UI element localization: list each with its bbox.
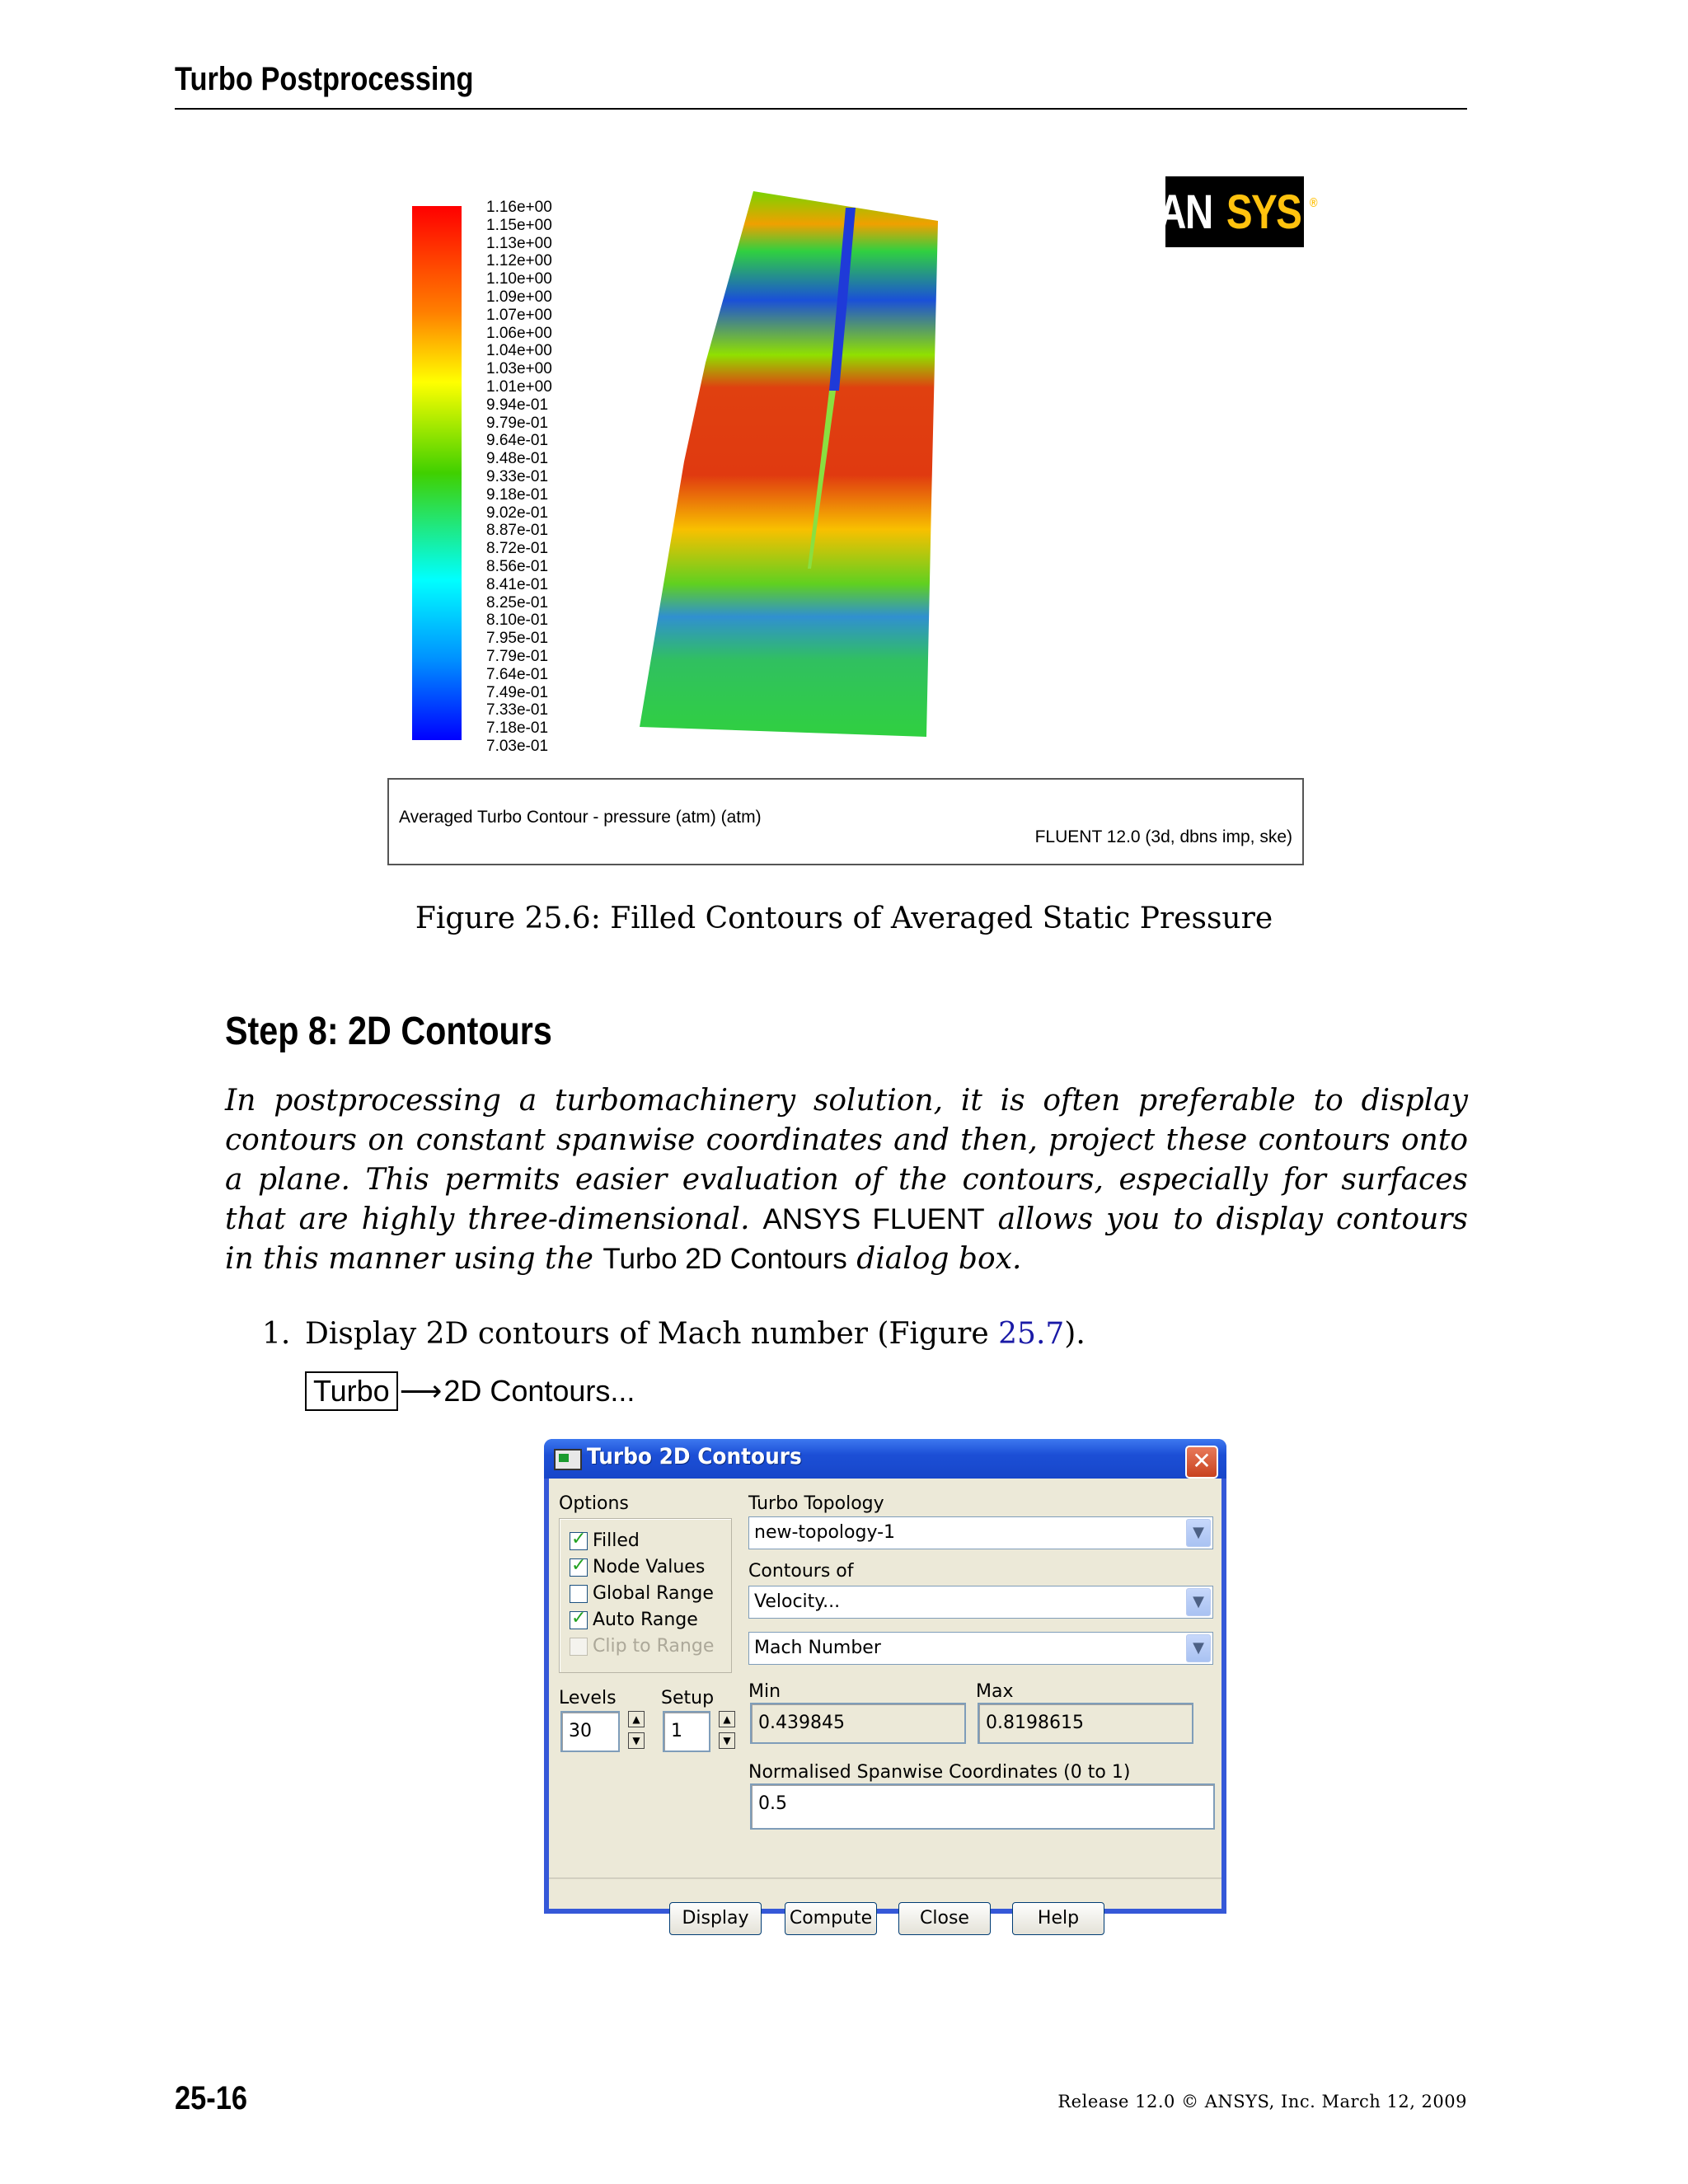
legend-tick-label: 7.64e-01 bbox=[486, 665, 549, 683]
legend-tick-label: 7.49e-01 bbox=[486, 683, 549, 701]
legend-tick-label: 8.10e-01 bbox=[486, 612, 549, 630]
legend-tick-label: 1.06e+00 bbox=[486, 324, 552, 342]
spanwise-input[interactable]: 0.5 bbox=[750, 1783, 1215, 1830]
spin-up-icon[interactable]: ▲ bbox=[719, 1711, 735, 1727]
intro-paragraph: In postprocessing a turbomachinery solution, it is often preferable to display contours on constant spanwise coordinates and then, project these contours onto a plane. This permits easier evaluation of the contours, especially for surfaces that are highly three-dimensional. ANSYS FLUENT allows you to display contours in this manner using the Turbo 2D Contours dialog box. bbox=[225, 1084, 1468, 1276]
checkbox-filled[interactable] bbox=[570, 1532, 588, 1550]
checkbox-auto-range[interactable] bbox=[570, 1611, 588, 1629]
pressure-contour-figure bbox=[387, 173, 1316, 865]
legend-tick-label: 8.72e-01 bbox=[486, 540, 549, 558]
legend-tick-label: 1.09e+00 bbox=[486, 288, 552, 306]
dialog-body bbox=[549, 1479, 1221, 1929]
spin-down-icon[interactable]: ▼ bbox=[628, 1732, 645, 1749]
legend-tick-label: 7.33e-01 bbox=[486, 701, 549, 719]
contours-category-select[interactable]: Velocity... ▼ bbox=[748, 1586, 1213, 1619]
compute-button[interactable]: Compute bbox=[785, 1902, 877, 1935]
legend-tick-label: 9.18e-01 bbox=[486, 485, 549, 504]
legend-tick-label: 1.01e+00 bbox=[486, 378, 552, 396]
dialog-titlebar[interactable] bbox=[544, 1439, 1226, 1479]
button-separator bbox=[549, 1877, 1221, 1879]
solver-info: FLUENT 12.0 (3d, dbns imp, ske) bbox=[1034, 827, 1292, 846]
close-icon[interactable]: ✕ bbox=[1185, 1446, 1218, 1479]
menu-path bbox=[305, 1371, 635, 1411]
levels-input[interactable]: 30 bbox=[560, 1711, 620, 1752]
min-value-field: 0.439845 bbox=[750, 1703, 966, 1744]
option-clip-to-range: Clip to Range bbox=[570, 1636, 714, 1657]
turbo-2d-contours-dialog bbox=[544, 1439, 1226, 1929]
topology-label: Turbo Topology bbox=[748, 1493, 884, 1514]
plot-title: Averaged Turbo Contour - pressure (atm) (atm) bbox=[399, 808, 762, 827]
app-icon bbox=[554, 1449, 582, 1470]
chevron-down-icon[interactable]: ▼ bbox=[1186, 1634, 1211, 1662]
ansys-logo: AN SYS ® bbox=[1165, 176, 1304, 247]
spanwise-label: Normalised Spanwise Coordinates (0 to 1) bbox=[748, 1762, 1131, 1783]
legend-tick-label: 9.64e-01 bbox=[486, 432, 549, 450]
legend-tick-label: 9.33e-01 bbox=[486, 468, 549, 485]
max-value-field: 0.8198615 bbox=[978, 1703, 1193, 1744]
setup-label: Setup bbox=[661, 1688, 715, 1708]
contours-of-label: Contours of bbox=[748, 1561, 854, 1582]
figure-caption: Figure 25.6: Filled Contours of Averaged Static Pressure bbox=[415, 902, 1273, 935]
close-button[interactable]: Close bbox=[898, 1902, 991, 1935]
menu-arrow-icon: ⟶ bbox=[399, 1374, 443, 1408]
legend-tick-label: 9.48e-01 bbox=[486, 450, 549, 468]
running-header: Turbo Postprocessing bbox=[175, 61, 474, 97]
topology-select[interactable]: new-topology-1 ▼ bbox=[748, 1516, 1213, 1549]
legend-tick-label: 8.41e-01 bbox=[486, 575, 549, 593]
levels-spinner[interactable] bbox=[628, 1711, 646, 1750]
plot-caption-box bbox=[387, 778, 1304, 865]
chevron-down-icon[interactable]: ▼ bbox=[1186, 1519, 1211, 1547]
levels-label: Levels bbox=[559, 1688, 617, 1708]
legend-tick-label: 1.10e+00 bbox=[486, 270, 552, 288]
legend-tick-label: 8.87e-01 bbox=[486, 522, 549, 540]
options-group bbox=[559, 1518, 732, 1673]
spin-up-icon[interactable]: ▲ bbox=[628, 1711, 645, 1727]
release-info: Release 12.0 © ANSYS, Inc. March 12, 2009 bbox=[1057, 2092, 1467, 2111]
legend-tick-label: 1.04e+00 bbox=[486, 342, 552, 360]
legend-tick-label: 1.16e+00 bbox=[486, 199, 552, 216]
help-button[interactable]: Help bbox=[1012, 1902, 1104, 1935]
max-label: Max bbox=[976, 1681, 1014, 1702]
legend-tick-label: 7.79e-01 bbox=[486, 648, 549, 665]
legend-colorbar bbox=[412, 206, 462, 740]
chevron-down-icon[interactable]: ▼ bbox=[1186, 1588, 1211, 1616]
option-filled[interactable]: ✓ Filled bbox=[570, 1530, 640, 1551]
option-auto-range[interactable]: ✓ Auto Range bbox=[570, 1610, 698, 1630]
option-global-range[interactable]: Global Range bbox=[570, 1583, 714, 1604]
dialog-title: Turbo 2D Contours bbox=[587, 1444, 802, 1469]
list-item: 1. Display 2D contours of Mach number (Figure 25.7). bbox=[262, 1317, 1085, 1351]
setup-spinner[interactable] bbox=[719, 1711, 737, 1750]
legend-tick-label: 7.03e-01 bbox=[486, 738, 549, 755]
header-rule bbox=[175, 108, 1467, 110]
legend-tick-label: 7.18e-01 bbox=[486, 719, 549, 738]
legend-tick-label: 8.56e-01 bbox=[486, 558, 549, 575]
legend-tick-label: 1.03e+00 bbox=[486, 360, 552, 378]
min-label: Min bbox=[748, 1681, 781, 1702]
spin-down-icon[interactable]: ▼ bbox=[719, 1732, 735, 1749]
legend-tick-label: 9.02e-01 bbox=[486, 504, 549, 522]
page-number: 25-16 bbox=[175, 2080, 247, 2116]
legend-tick-label: 1.15e+00 bbox=[486, 216, 552, 234]
legend-tick-label: 1.13e+00 bbox=[486, 234, 552, 252]
legend-tick-label: 8.25e-01 bbox=[486, 593, 549, 612]
contours-quantity-select[interactable]: Mach Number ▼ bbox=[748, 1632, 1213, 1665]
legend-tick-label: 7.95e-01 bbox=[486, 630, 549, 648]
step-heading: Step 8: 2D Contours bbox=[225, 1010, 552, 1053]
turbo-menu[interactable]: Turbo bbox=[305, 1371, 398, 1411]
figure-link[interactable]: 25.7 bbox=[998, 1317, 1065, 1351]
legend-tick-label: 1.07e+00 bbox=[486, 306, 552, 324]
display-button[interactable]: Display bbox=[669, 1902, 762, 1935]
checkbox-clip-to-range bbox=[570, 1638, 588, 1656]
legend-tick-label: 1.12e+00 bbox=[486, 252, 552, 270]
menu-item-2d-contours[interactable]: 2D Contours... bbox=[443, 1374, 635, 1408]
legend-tick-label: 9.79e-01 bbox=[486, 414, 549, 432]
legend-tick-label: 9.94e-01 bbox=[486, 396, 549, 414]
checkbox-global-range[interactable] bbox=[570, 1585, 588, 1603]
setup-input[interactable]: 1 bbox=[663, 1711, 710, 1752]
checkbox-node-values[interactable] bbox=[570, 1558, 588, 1577]
blade-contour bbox=[640, 191, 938, 737]
options-label: Options bbox=[559, 1493, 629, 1514]
option-node-values[interactable]: ✓ Node Values bbox=[570, 1557, 705, 1577]
